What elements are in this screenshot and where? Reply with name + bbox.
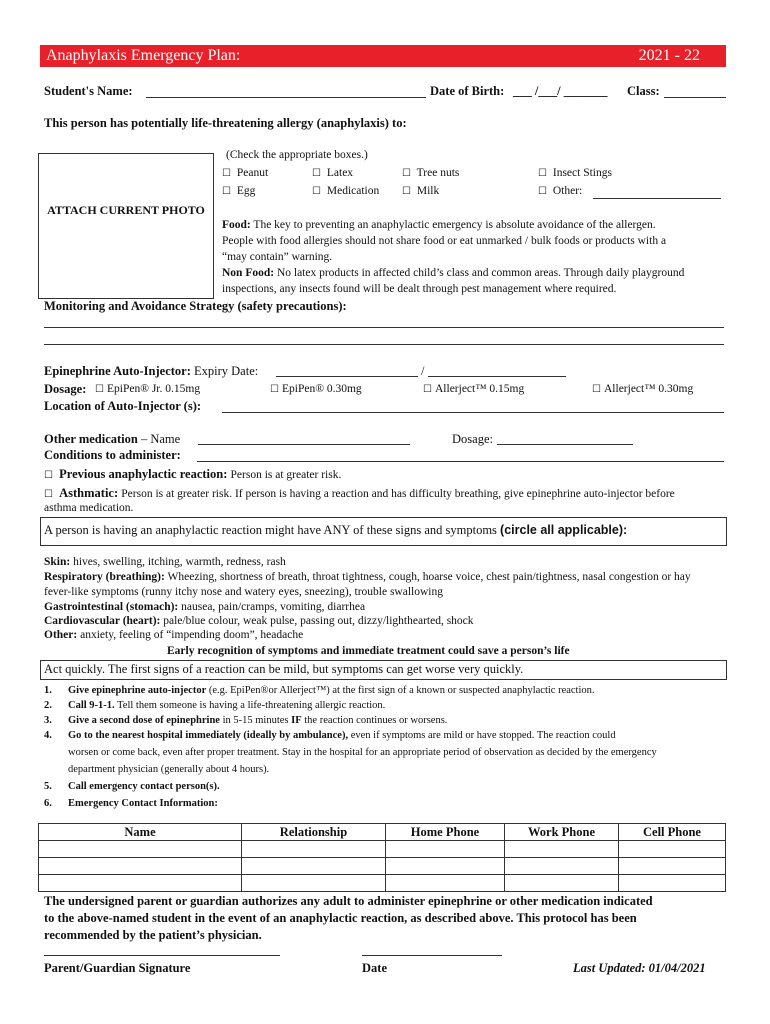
col-home-phone: Home Phone bbox=[386, 824, 505, 841]
dosage-epipen[interactable]: ☐ EpiPen® 0.30mg bbox=[270, 383, 362, 395]
checkbox-icon: ☐ bbox=[222, 168, 231, 179]
table-row bbox=[39, 841, 726, 858]
cell-cell-phone[interactable] bbox=[619, 858, 726, 875]
student-name-field[interactable] bbox=[146, 97, 426, 98]
date-label: Date bbox=[362, 961, 387, 975]
photo-box bbox=[38, 153, 214, 299]
checkbox-icon: ☐ bbox=[270, 384, 279, 395]
step-6: 6. Emergency Contact Information: bbox=[44, 798, 218, 809]
checkbox-icon: ☐ bbox=[312, 186, 321, 197]
signature-label: Parent/Guardian Signature bbox=[44, 961, 191, 975]
cell-home-phone[interactable] bbox=[386, 875, 505, 892]
dosage-allerject-015[interactable]: ☐ Allerject™ 0.15mg bbox=[423, 383, 525, 395]
step-1: 1. Give epinephrine auto-injector (e.g. EpiPen®or Allerject™) at the first sign of a known or suspected anaphylactic reaction. bbox=[44, 685, 595, 696]
symptom-respiratory-2: fever-like symptoms (runny itchy nose and watery eyes, sneezing), trouble swallowing bbox=[44, 586, 443, 598]
signs-text: A person is having an anaphylactic reaction might have ANY of these signs and symptoms (circle all applicable): bbox=[44, 523, 628, 537]
allergen-medication[interactable]: ☐ Medication bbox=[312, 185, 380, 197]
col-relationship: Relationship bbox=[242, 824, 386, 841]
header-banner bbox=[40, 45, 726, 67]
authorization-line-1: The undersigned parent or guardian authorizes any adult to administer epinephrine or other medication indicated bbox=[44, 894, 653, 908]
authorization-line-2: to the above-named student in the event of an anaphylactic reaction, as described above. This protocol has been bbox=[44, 911, 637, 925]
last-updated: Last Updated: 01/04/2021 bbox=[573, 961, 706, 975]
cell-home-phone[interactable] bbox=[386, 858, 505, 875]
symptom-cardio: Cardiovascular (heart): pale/blue colour, weak pulse, passing out, dizzy/lighthearted, shock bbox=[44, 615, 474, 627]
nonfood-note-line-1: Non Food: No latex products in affected child’s class and common areas. Through daily playground bbox=[222, 267, 685, 279]
act-quickly-text: Act quickly. The first signs of a reaction can be mild, but symptoms can get worse very quickly. bbox=[44, 662, 524, 676]
nonfood-note-line-2: inspections, any insects found will be dealt through pest management where required. bbox=[222, 283, 617, 295]
symptom-skin: Skin: hives, swelling, itching, warmth, redness, rash bbox=[44, 556, 286, 568]
photo-label: ATTACH CURRENT PHOTO bbox=[47, 203, 205, 217]
cell-work-phone[interactable] bbox=[505, 841, 619, 858]
signs-box bbox=[40, 517, 727, 546]
step-4: 4. Go to the nearest hospital immediately (ideally by ambulance), even if symptoms are mild or have stopped. The reaction could bbox=[44, 730, 616, 741]
allergen-peanut[interactable]: ☐ Peanut bbox=[222, 167, 269, 179]
symptom-other: Other: anxiety, feeling of “impending doom”, headache bbox=[44, 629, 304, 641]
asthmatic-text-2: asthma medication. bbox=[44, 502, 134, 514]
dosage-allerject-030[interactable]: ☐ Allerject™ 0.30mg bbox=[592, 383, 694, 395]
emergency-contact-table bbox=[38, 823, 726, 892]
class-field[interactable] bbox=[664, 97, 726, 98]
expiry-field-1[interactable] bbox=[276, 376, 418, 377]
step-3: 3. Give a second dose of epinephrine in 5-15 minutes IF the reaction continues or worsens. bbox=[44, 715, 448, 726]
location-field[interactable] bbox=[222, 412, 724, 413]
checkbox-icon: ☐ bbox=[402, 168, 411, 179]
dob-field[interactable]: ___ /___/ _______ bbox=[513, 84, 608, 98]
other-allergen-field[interactable] bbox=[593, 198, 721, 199]
col-cell-phone: Cell Phone bbox=[619, 824, 726, 841]
checkbox-icon: ☐ bbox=[423, 384, 432, 395]
asthmatic[interactable]: ☐ Asthmatic: Person is at greater risk. If person is having a reaction and has difficulty breathing, give epinephrine auto-injector before bbox=[44, 486, 675, 500]
symptom-respiratory: Respiratory (breathing): Wheezing, shortness of breath, throat tightness, cough, hoarse voice, chest pain/tightness, nasal congestion or hay bbox=[44, 571, 691, 583]
dosage-epipen-jr[interactable]: ☐ EpiPen® Jr. 0.15mg bbox=[95, 383, 201, 395]
allergen-insect-stings[interactable]: ☐ Insect Stings bbox=[538, 167, 612, 179]
cell-relationship[interactable] bbox=[242, 841, 386, 858]
cell-work-phone[interactable] bbox=[505, 875, 619, 892]
dob-label: Date of Birth: bbox=[430, 84, 505, 98]
cell-name[interactable] bbox=[39, 858, 242, 875]
dosage-label: Dosage: bbox=[44, 382, 87, 396]
previous-reaction[interactable]: ☐ Previous anaphylactic reaction: Person is at greater risk. bbox=[44, 467, 342, 481]
table-row bbox=[39, 858, 726, 875]
allergy-heading: This person has potentially life-threatening allergy (anaphylaxis) to: bbox=[44, 116, 407, 130]
epi-expiry-row: Epinephrine Auto-Injector: Expiry Date: bbox=[44, 364, 259, 378]
authorization-line-3: recommended by the patient’s physician. bbox=[44, 928, 262, 942]
step-4-cont-1: worsen or come back, even after proper treatment. Stay in the hospital for an appropriate period of observation as decided by the emergency bbox=[68, 747, 657, 758]
allergen-milk[interactable]: ☐ Milk bbox=[402, 185, 440, 197]
monitoring-field-2[interactable] bbox=[44, 344, 724, 345]
checkbox-icon: ☐ bbox=[538, 186, 547, 197]
check-hint: (Check the appropriate boxes.) bbox=[226, 149, 368, 161]
col-work-phone: Work Phone bbox=[505, 824, 619, 841]
cell-cell-phone[interactable] bbox=[619, 875, 726, 892]
monitoring-field-1[interactable] bbox=[44, 327, 724, 328]
checkbox-icon: ☐ bbox=[44, 470, 53, 481]
act-quickly-box bbox=[40, 660, 727, 680]
cell-work-phone[interactable] bbox=[505, 858, 619, 875]
food-note-line-1: Food: The key to preventing an anaphylactic emergency is absolute avoidance of the allergen. bbox=[222, 219, 656, 231]
checkbox-icon: ☐ bbox=[312, 168, 321, 179]
other-med-dosage-field[interactable] bbox=[497, 444, 633, 445]
allergen-tree-nuts[interactable]: ☐ Tree nuts bbox=[402, 167, 460, 179]
signature-field[interactable] bbox=[44, 955, 280, 956]
other-med-row: Other medication – Name bbox=[44, 432, 181, 446]
conditions-field[interactable] bbox=[197, 461, 724, 462]
cell-relationship[interactable] bbox=[242, 875, 386, 892]
authorization-text bbox=[44, 893, 653, 944]
checkbox-icon: ☐ bbox=[538, 168, 547, 179]
food-note-line-3: “may contain” warning. bbox=[222, 251, 333, 263]
checkbox-icon: ☐ bbox=[222, 186, 231, 197]
checkbox-icon: ☐ bbox=[402, 186, 411, 197]
allergen-egg[interactable]: ☐ Egg bbox=[222, 185, 256, 197]
conditions-label: Conditions to administer: bbox=[44, 448, 181, 462]
table-row bbox=[39, 875, 726, 892]
allergen-other[interactable]: ☐ Other: bbox=[538, 185, 583, 197]
monitoring-label: Monitoring and Avoidance Strategy (safety precautions): bbox=[44, 299, 347, 313]
col-name: Name bbox=[39, 824, 242, 841]
date-field[interactable] bbox=[362, 955, 502, 956]
expiry-field-2[interactable] bbox=[428, 376, 566, 377]
early-recognition: Early recognition of symptoms and immediate treatment could save a person’s life bbox=[167, 645, 570, 657]
location-label: Location of Auto-Injector (s): bbox=[44, 399, 202, 413]
page-title: Anaphylaxis Emergency Plan: bbox=[46, 47, 241, 64]
school-year: 2021 - 22 bbox=[638, 47, 700, 64]
steps-list bbox=[44, 683, 657, 811]
allergen-latex[interactable]: ☐ Latex bbox=[312, 167, 354, 179]
step-4-cont-2: department physician (generally about 4 hours). bbox=[68, 764, 270, 775]
student-name-label: Student's Name: bbox=[44, 84, 133, 98]
table-header-row bbox=[39, 824, 726, 841]
food-note-line-2: People with food allergies should not share food or eat unmarked / bulk foods or products with a bbox=[222, 235, 667, 247]
other-med-name-field[interactable] bbox=[198, 444, 410, 445]
expiry-separator: / bbox=[421, 364, 425, 378]
cell-cell-phone[interactable] bbox=[619, 841, 726, 858]
checkbox-icon: ☐ bbox=[592, 384, 601, 395]
cell-relationship[interactable] bbox=[242, 858, 386, 875]
symptom-gi: Gastrointestinal (stomach): nausea, pain/cramps, vomiting, diarrhea bbox=[44, 601, 366, 613]
cell-name[interactable] bbox=[39, 841, 242, 858]
step-2: 2. Call 9-1-1. Tell them someone is having a life-threatening allergic reaction. bbox=[44, 700, 386, 711]
checkbox-icon: ☐ bbox=[95, 384, 104, 395]
cell-home-phone[interactable] bbox=[386, 841, 505, 858]
other-med-dosage-label: Dosage: bbox=[452, 432, 493, 446]
step-5: 5. Call emergency contact person(s). bbox=[44, 781, 220, 792]
class-label: Class: bbox=[627, 84, 660, 98]
cell-name[interactable] bbox=[39, 875, 242, 892]
checkbox-icon: ☐ bbox=[44, 489, 53, 500]
